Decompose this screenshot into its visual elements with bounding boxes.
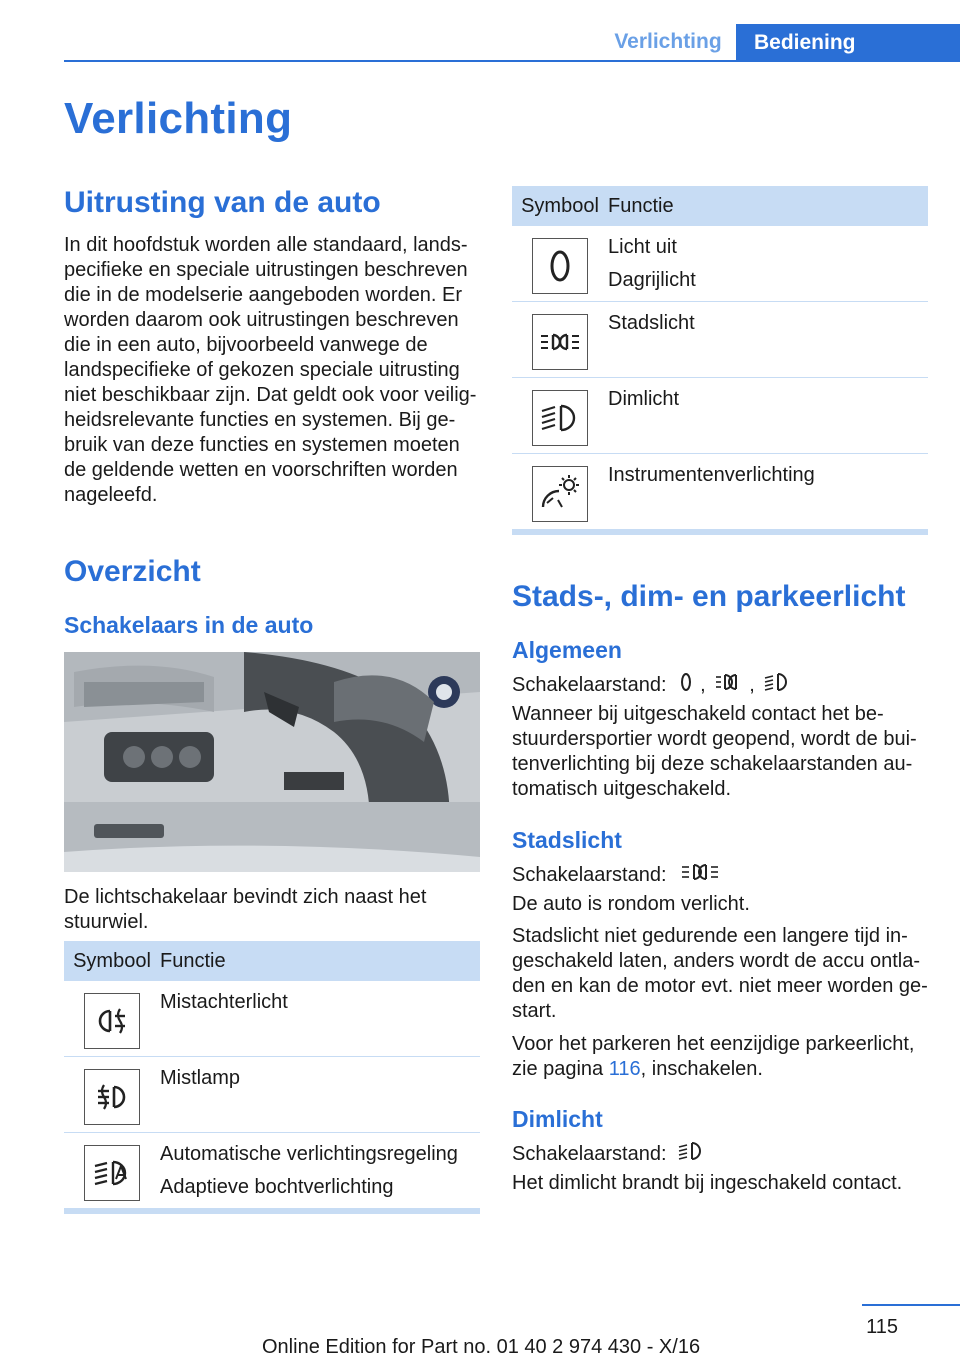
table-row <box>512 302 928 378</box>
heading-lowbeam: Dimlicht <box>512 1106 603 1132</box>
heading-equipment: Uitrusting van de auto <box>64 186 381 219</box>
header-tab-section[interactable]: Verlichting <box>614 30 722 53</box>
row-label: Instrumentenverlichting <box>608 464 815 486</box>
photo-caption: De lichtschakelaar bevindt zich naast het stuurwiel. <box>64 886 427 933</box>
col-function: Functie <box>160 950 226 972</box>
low-beam-icon <box>764 670 790 701</box>
table-header <box>512 186 928 226</box>
instrument-lighting-icon <box>532 466 588 522</box>
header-rule <box>64 60 960 62</box>
heading-lights: Stads-, dim- en parkeerlicht <box>512 580 906 613</box>
auto-light-icon <box>84 1145 140 1201</box>
switch-photo <box>64 652 480 872</box>
general-text: Wanneer bij uitgeschakeld contact het be- stuurdersportier wordt geopend, wordt de bui- tenverlichting bij deze schakelaarstanden au- tomatisch uitgeschakeld. <box>512 703 917 800</box>
rear-fog-light-icon <box>84 993 140 1049</box>
page-title: Verlichting <box>64 94 293 143</box>
page-number: 115 <box>866 1316 898 1338</box>
zero-position-icon <box>532 238 588 294</box>
heading-parking: Stadslicht <box>512 827 622 853</box>
low-beam-icon <box>532 390 588 446</box>
page-link-116[interactable]: 116 <box>608 1058 641 1080</box>
low-beam-icon <box>676 1139 706 1170</box>
table-header <box>64 941 480 981</box>
table-end-bar <box>512 530 928 535</box>
table-row <box>512 226 928 302</box>
col-symbol: Symbool <box>521 195 599 217</box>
row-label: Mistachterlicht <box>160 991 288 1013</box>
lowbeam-text: Het dimlicht brandt bij ingeschakeld contact. <box>512 1172 903 1194</box>
row-label: Licht uit <box>608 236 677 258</box>
table-row <box>64 1057 480 1133</box>
parking-switch-line: Schakelaarstand: <box>512 860 728 891</box>
front-fog-light-icon <box>84 1069 140 1125</box>
table-row <box>512 378 928 454</box>
parking-text1: De auto is rondom verlicht. <box>512 893 750 915</box>
left-symbol-table <box>64 941 480 1214</box>
heading-overview: Overzicht <box>64 555 201 588</box>
parking-text2: Stadslicht niet gedurende een langere tijd in- geschakeld laten, anders wordt de accu ontla- den en kan de motor evt. niet meer worden ge- start. <box>512 925 928 1022</box>
general-switch-line: Schakelaarstand: , , <box>512 670 794 701</box>
parking-light-icon <box>715 670 745 701</box>
zero-position-icon <box>676 670 696 701</box>
table-row <box>64 981 480 1057</box>
footer-rule <box>862 1304 960 1306</box>
row-label: Adaptieve bochtverlichting <box>160 1176 394 1198</box>
right-symbol-table <box>512 186 928 535</box>
table-row <box>64 1133 480 1209</box>
row-label: Stadslicht <box>608 312 695 334</box>
parking-light-icon <box>676 860 724 891</box>
heading-switches: Schakelaars in de auto <box>64 612 314 638</box>
col-symbol: Symbool <box>73 950 151 972</box>
header-tab-chapter[interactable]: Bediening <box>736 24 960 62</box>
equipment-text: In dit hoofdstuk worden alle standaard, lands- pecifieke en speciale uitrustingen beschreven die in de modelserie aangeboden worden. Er worden daarom ook uitrustingen beschreven die in een auto, bijvoorbeeld vanwege de landspecifieke of gekozen speciale uitrusting niet beschikbaar zijn. Dat geldt ook voor veilig- heidsrelevante functies en systemen. Bij ge- bruik van deze functies en systemen moeten de geldende wetten en voorschriften worden nageleefd. <box>64 234 477 506</box>
parking-light-icon <box>532 314 588 370</box>
lowbeam-switch-line: Schakelaarstand: <box>512 1139 710 1170</box>
edition-footer: Online Edition for Part no. 01 40 2 974 430 - X/16 <box>262 1336 701 1358</box>
col-function: Functie <box>608 195 674 217</box>
row-label: Dagrijlicht <box>608 269 696 291</box>
row-label: Automatische verlichtingsregeling <box>160 1143 458 1165</box>
row-label: Dimlicht <box>608 388 680 410</box>
table-row <box>512 454 928 530</box>
row-label: Mistlamp <box>160 1067 241 1089</box>
parking-text3: Voor het parkeren het eenzijdige parkeerlicht, zie pagina 116, inschakelen. <box>512 1033 915 1080</box>
heading-general: Algemeen <box>512 637 622 663</box>
table-end-bar <box>64 1209 480 1214</box>
